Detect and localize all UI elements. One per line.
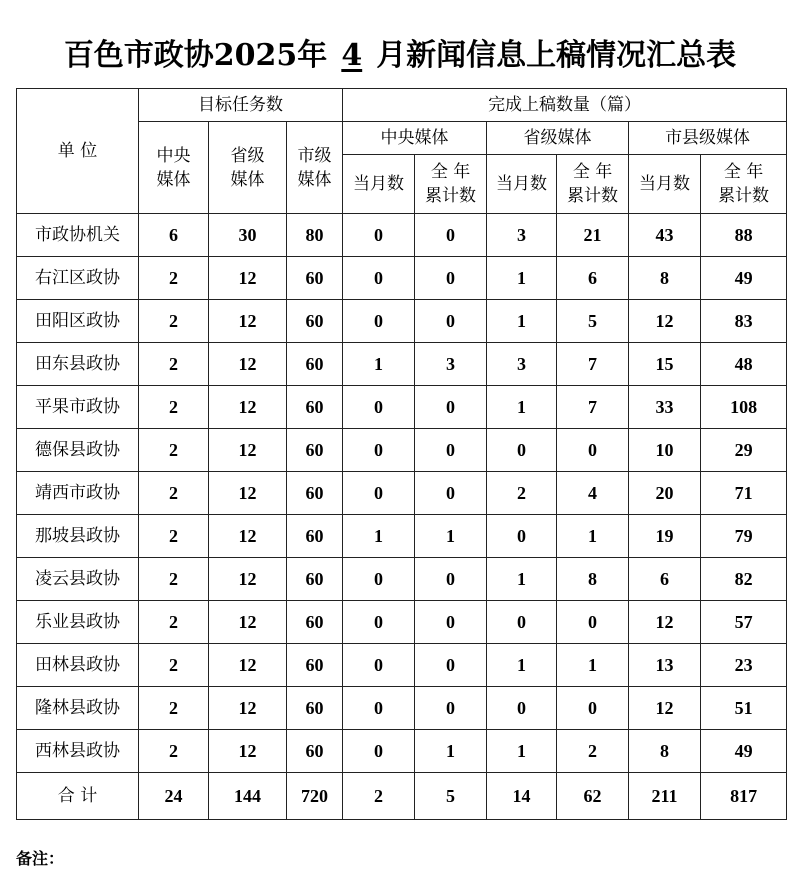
- subheader-year-line1: 全 年: [430, 162, 471, 182]
- header-target-provincial-line1: 省级: [230, 145, 265, 166]
- cell-value-8: 817: [701, 773, 787, 820]
- cell-unit: 隆林县政协: [17, 687, 139, 730]
- title-suffix: 月新闻信息上稿情况汇总表: [376, 38, 737, 73]
- table-row: [17, 601, 787, 644]
- cell-unit: 右江区政协: [17, 257, 139, 300]
- cell-value-3: 0: [343, 558, 415, 601]
- title-prefix: 百色市政协2025年: [63, 38, 328, 73]
- table-row: [17, 300, 787, 343]
- cell-unit: 平果市政协: [17, 386, 139, 429]
- cell-value-5: 3: [487, 214, 557, 257]
- cell-value-7: 33: [629, 386, 701, 429]
- cell-value-2: 60: [287, 601, 343, 644]
- cell-value-4: 0: [415, 472, 487, 515]
- cell-value-2: 60: [287, 257, 343, 300]
- header-target-city-line1: 市级: [297, 145, 332, 166]
- cell-unit: 田东县政协: [17, 343, 139, 386]
- cell-value-1: 12: [209, 644, 287, 687]
- cell-value-8: 82: [701, 558, 787, 601]
- cell-unit: 市政协机关: [17, 214, 139, 257]
- cell-value-6: 6: [557, 257, 629, 300]
- cell-value-5: 1: [487, 300, 557, 343]
- cell-value-2: 60: [287, 429, 343, 472]
- cell-value-4: 0: [415, 429, 487, 472]
- cell-value-2: 60: [287, 515, 343, 558]
- cell-value-4: 0: [415, 300, 487, 343]
- cell-value-2: 720: [287, 773, 343, 820]
- cell-value-6: 1: [557, 644, 629, 687]
- cell-value-7: 19: [629, 515, 701, 558]
- cell-unit: 乐业县政协: [17, 601, 139, 644]
- cell-unit: 合 计: [17, 773, 139, 820]
- subheader-year-line2: 累计数: [567, 186, 619, 206]
- cell-value-2: 60: [287, 687, 343, 730]
- cell-value-4: 0: [415, 214, 487, 257]
- cell-value-6: 7: [557, 343, 629, 386]
- cell-value-1: 12: [209, 472, 287, 515]
- cell-value-6: 0: [557, 429, 629, 472]
- table-row: [17, 343, 787, 386]
- cell-value-1: 12: [209, 687, 287, 730]
- cell-value-6: 0: [557, 601, 629, 644]
- cell-value-6: 4: [557, 472, 629, 515]
- cell-value-2: 60: [287, 730, 343, 773]
- cell-value-7: 211: [629, 773, 701, 820]
- cell-value-0: 2: [139, 429, 209, 472]
- cell-value-0: 2: [139, 386, 209, 429]
- cell-value-0: 2: [139, 257, 209, 300]
- cell-value-4: 0: [415, 257, 487, 300]
- header-target-central: [139, 122, 209, 214]
- subheader-year-0: [415, 155, 487, 214]
- cell-value-1: 144: [209, 773, 287, 820]
- subheader-year-line2: 累计数: [718, 186, 770, 206]
- cell-value-8: 83: [701, 300, 787, 343]
- cell-value-3: 1: [343, 343, 415, 386]
- subheader-year-2: [701, 155, 787, 214]
- table-row: [17, 687, 787, 730]
- cell-value-3: 0: [343, 472, 415, 515]
- cell-value-4: 1: [415, 730, 487, 773]
- cell-value-8: 49: [701, 730, 787, 773]
- cell-value-3: 0: [343, 644, 415, 687]
- cell-value-7: 15: [629, 343, 701, 386]
- cell-value-7: 8: [629, 257, 701, 300]
- cell-value-5: 0: [487, 687, 557, 730]
- subheader-year-line1: 全 年: [572, 162, 613, 182]
- cell-value-8: 79: [701, 515, 787, 558]
- header-target-provincial: [209, 122, 287, 214]
- cell-value-7: 12: [629, 300, 701, 343]
- cell-value-4: 0: [415, 558, 487, 601]
- cell-value-8: 48: [701, 343, 787, 386]
- cell-value-1: 12: [209, 558, 287, 601]
- cell-value-3: 0: [343, 730, 415, 773]
- cell-value-3: 0: [343, 214, 415, 257]
- table-row: [17, 429, 787, 472]
- cell-value-7: 12: [629, 601, 701, 644]
- cell-value-3: 0: [343, 257, 415, 300]
- note-label: 备注：: [16, 849, 65, 868]
- cell-value-3: 0: [343, 601, 415, 644]
- header-target-central-line2: 媒体: [156, 169, 191, 190]
- cell-unit: 田阳区政协: [17, 300, 139, 343]
- cell-value-5: 0: [487, 429, 557, 472]
- cell-value-8: 108: [701, 386, 787, 429]
- cell-value-0: 2: [139, 687, 209, 730]
- cell-value-7: 20: [629, 472, 701, 515]
- total-row: [17, 773, 787, 820]
- header-media-provincial: 省级媒体: [487, 122, 629, 155]
- cell-value-1: 12: [209, 601, 287, 644]
- subheader-month-2: 当月数: [629, 155, 701, 214]
- cell-value-8: 88: [701, 214, 787, 257]
- header-target-city: [287, 122, 343, 214]
- cell-value-5: 3: [487, 343, 557, 386]
- cell-value-3: 1: [343, 515, 415, 558]
- cell-value-0: 2: [139, 343, 209, 386]
- subheader-month-0: 当月数: [343, 155, 415, 214]
- cell-value-8: 71: [701, 472, 787, 515]
- cell-value-5: 0: [487, 601, 557, 644]
- cell-value-5: 1: [487, 386, 557, 429]
- cell-value-6: 0: [557, 687, 629, 730]
- cell-value-7: 10: [629, 429, 701, 472]
- cell-value-4: 0: [415, 601, 487, 644]
- cell-value-4: 0: [415, 644, 487, 687]
- cell-value-5: 1: [487, 558, 557, 601]
- cell-value-0: 2: [139, 644, 209, 687]
- cell-value-1: 12: [209, 429, 287, 472]
- table-row: [17, 257, 787, 300]
- title-month: 4: [341, 38, 363, 73]
- cell-value-6: 1: [557, 515, 629, 558]
- cell-value-5: 2: [487, 472, 557, 515]
- cell-value-8: 29: [701, 429, 787, 472]
- cell-value-7: 13: [629, 644, 701, 687]
- header-target-central-line1: 中央: [156, 145, 191, 166]
- cell-value-2: 60: [287, 644, 343, 687]
- table-row: [17, 644, 787, 687]
- cell-value-2: 60: [287, 558, 343, 601]
- subheader-year-1: [557, 155, 629, 214]
- subheader-year-line1: 全 年: [723, 162, 764, 182]
- table-row: [17, 515, 787, 558]
- cell-value-1: 12: [209, 257, 287, 300]
- table-row: [17, 730, 787, 773]
- cell-value-4: 5: [415, 773, 487, 820]
- cell-value-1: 12: [209, 386, 287, 429]
- cell-value-6: 5: [557, 300, 629, 343]
- cell-unit: 靖西市政协: [17, 472, 139, 515]
- cell-value-4: 0: [415, 687, 487, 730]
- cell-value-5: 1: [487, 730, 557, 773]
- cell-value-3: 0: [343, 300, 415, 343]
- cell-value-1: 12: [209, 730, 287, 773]
- cell-value-6: 7: [557, 386, 629, 429]
- header-media-county: 市县级媒体: [629, 122, 787, 155]
- cell-value-3: 2: [343, 773, 415, 820]
- table-row: [17, 472, 787, 515]
- cell-value-0: 24: [139, 773, 209, 820]
- cell-value-0: 2: [139, 730, 209, 773]
- cell-value-0: 6: [139, 214, 209, 257]
- cell-unit: 德保县政协: [17, 429, 139, 472]
- table-row: [17, 558, 787, 601]
- cell-unit: 凌云县政协: [17, 558, 139, 601]
- cell-value-0: 2: [139, 601, 209, 644]
- header-done-group: 完成上稿数量（篇）: [343, 89, 787, 122]
- cell-value-4: 1: [415, 515, 487, 558]
- cell-value-3: 0: [343, 386, 415, 429]
- cell-value-0: 2: [139, 558, 209, 601]
- cell-value-2: 80: [287, 214, 343, 257]
- table-body: [17, 214, 787, 820]
- header-target-city-line2: 媒体: [297, 169, 332, 190]
- cell-value-6: 2: [557, 730, 629, 773]
- document-title: [0, 30, 800, 74]
- cell-value-0: 2: [139, 472, 209, 515]
- cell-value-2: 60: [287, 472, 343, 515]
- cell-unit: 西林县政协: [17, 730, 139, 773]
- cell-value-8: 49: [701, 257, 787, 300]
- cell-unit: 田林县政协: [17, 644, 139, 687]
- table-row: [17, 214, 787, 257]
- cell-value-3: 0: [343, 429, 415, 472]
- cell-value-5: 14: [487, 773, 557, 820]
- cell-value-6: 62: [557, 773, 629, 820]
- cell-value-2: 60: [287, 300, 343, 343]
- cell-value-5: 1: [487, 257, 557, 300]
- cell-value-7: 12: [629, 687, 701, 730]
- table-row: [17, 386, 787, 429]
- cell-value-4: 3: [415, 343, 487, 386]
- cell-value-7: 6: [629, 558, 701, 601]
- cell-value-1: 12: [209, 515, 287, 558]
- cell-value-6: 21: [557, 214, 629, 257]
- cell-value-8: 23: [701, 644, 787, 687]
- header-target-group: 目标任务数: [139, 89, 343, 122]
- subheader-month-1: 当月数: [487, 155, 557, 214]
- cell-unit: 那坡县政协: [17, 515, 139, 558]
- cell-value-5: 1: [487, 644, 557, 687]
- subheader-year-line2: 累计数: [425, 186, 477, 206]
- cell-value-0: 2: [139, 300, 209, 343]
- cell-value-8: 57: [701, 601, 787, 644]
- cell-value-8: 51: [701, 687, 787, 730]
- cell-value-7: 43: [629, 214, 701, 257]
- header-target-provincial-line2: 媒体: [230, 169, 265, 190]
- cell-value-2: 60: [287, 343, 343, 386]
- cell-value-1: 12: [209, 300, 287, 343]
- cell-value-2: 60: [287, 386, 343, 429]
- cell-value-1: 30: [209, 214, 287, 257]
- header-media-central: 中央媒体: [343, 122, 487, 155]
- summary-table: [16, 88, 787, 820]
- cell-value-4: 0: [415, 386, 487, 429]
- header-unit: 单 位: [17, 89, 139, 214]
- cell-value-3: 0: [343, 687, 415, 730]
- cell-value-5: 0: [487, 515, 557, 558]
- cell-value-6: 8: [557, 558, 629, 601]
- cell-value-0: 2: [139, 515, 209, 558]
- cell-value-1: 12: [209, 343, 287, 386]
- cell-value-7: 8: [629, 730, 701, 773]
